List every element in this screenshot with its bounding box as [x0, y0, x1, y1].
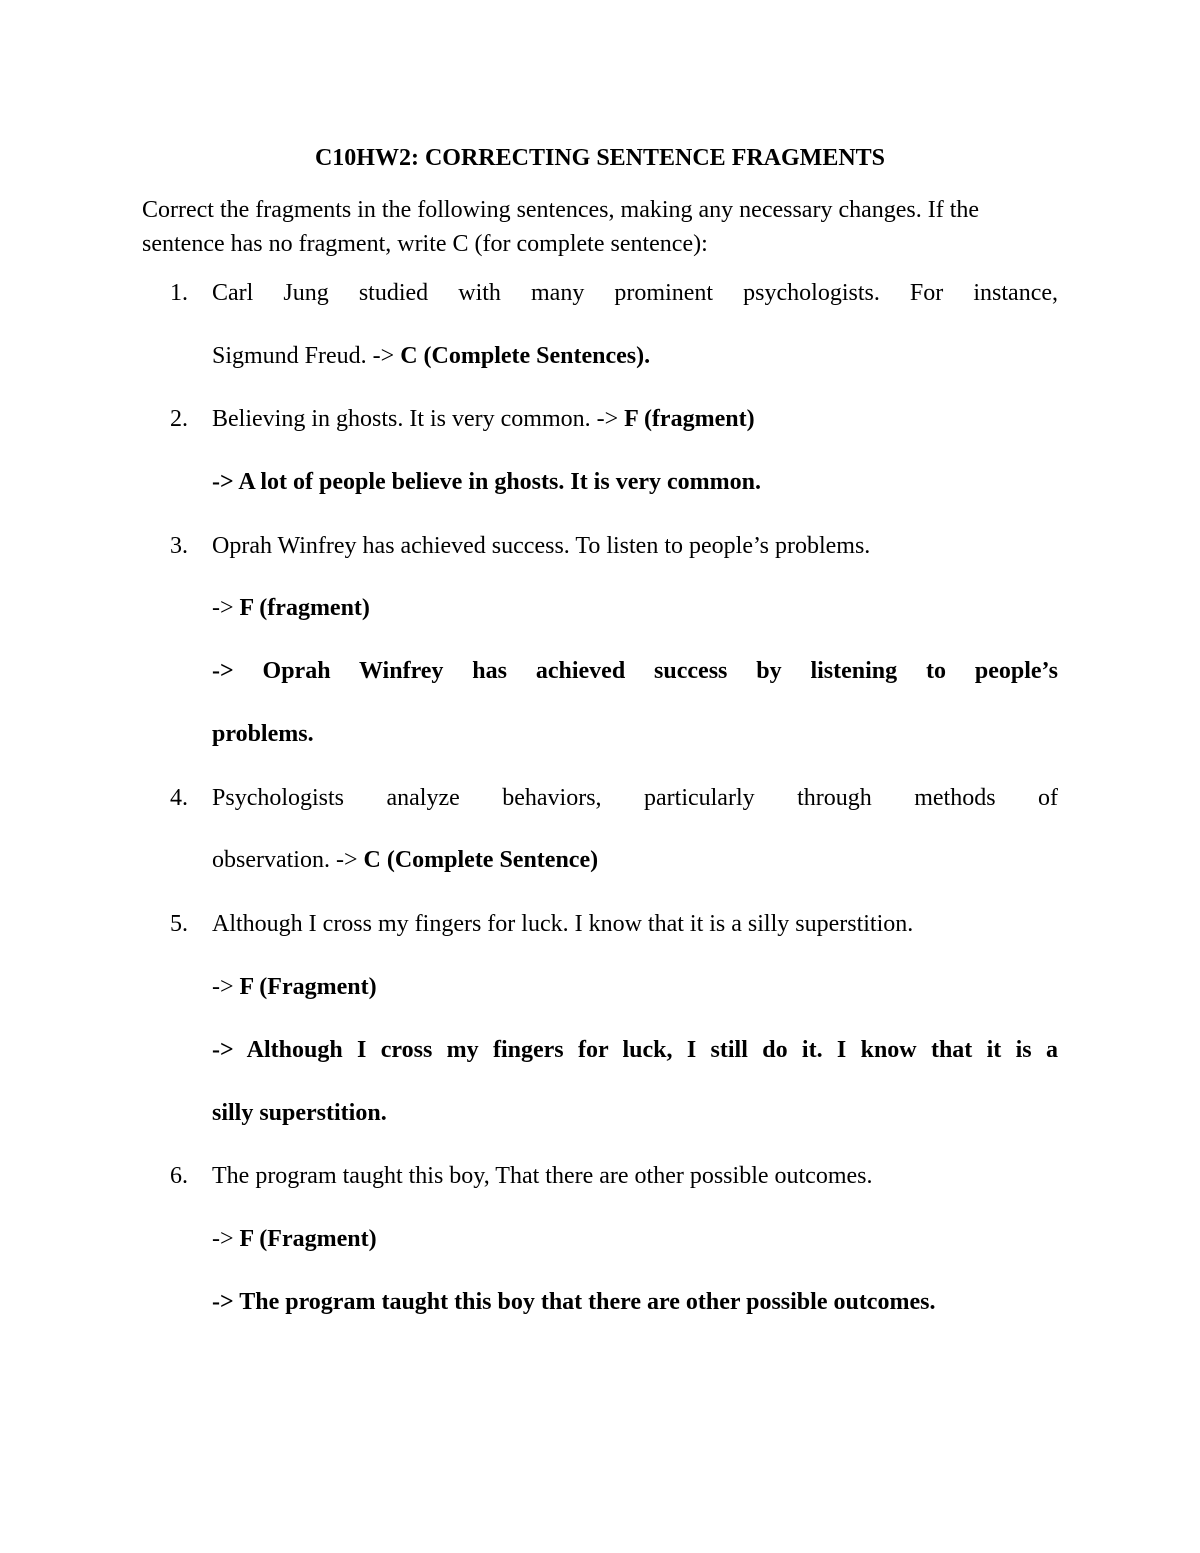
item-1-answer-text: Sigmund Freud. -> — [212, 343, 401, 369]
item-6-verdict — [212, 1224, 1058, 1254]
item-3-correction-line2: problems. — [212, 721, 314, 747]
item-2-sentence — [212, 404, 1058, 434]
item-3-correction-line1: -> Oprah Winfrey has achieved success by listening to people’s — [212, 658, 1058, 684]
item-2-correction-text: -> A lot of people believe in ghosts. It is very common. — [212, 469, 761, 495]
item-3-verdict — [212, 593, 1058, 623]
item-4-answer — [212, 845, 1058, 875]
page-title: C10HW2: CORRECTING SENTENCE FRAGMENTS — [314, 145, 886, 171]
item-5-verdict — [212, 972, 1058, 1002]
list-number: 6. — [170, 1163, 188, 1189]
item-1-answer-bold: C (Complete Sentences). — [400, 343, 651, 369]
list-number: 4. — [170, 785, 188, 811]
list-number: 2. — [170, 406, 188, 432]
item-4-answer-bold: C (Complete Sentence) — [363, 847, 599, 873]
list-number: 1. — [170, 280, 188, 306]
item-3-verdict-arrow: -> — [212, 595, 240, 621]
item-2-verdict: F (fragment) — [624, 406, 755, 432]
item-6-verdict-arrow: -> — [212, 1226, 240, 1252]
item-6-correction: -> The program taught this boy that there are other possible outcomes. — [212, 1289, 936, 1315]
item-2-sentence-text: Believing in ghosts. It is very common. -> — [212, 406, 625, 432]
item-5-correction-line1: -> Although I cross my fingers for luck, I still do it. I know that it is a — [212, 1037, 1058, 1063]
item-3-sentence: Oprah Winfrey has achieved success. To listen to people’s problems. — [212, 533, 871, 559]
item-6-sentence: The program taught this boy, That there are other possible outcomes. — [212, 1163, 873, 1189]
item-5-correction-line2: silly superstition. — [212, 1100, 387, 1126]
list-number: 5. — [170, 911, 188, 937]
item-2-correction — [212, 467, 1058, 497]
item-5-verdict-bold: F (Fragment) — [239, 974, 377, 1000]
item-5-verdict-arrow: -> — [212, 974, 240, 1000]
instructions-paragraph: Correct the fragments in the following sentences, making any necessary changes. If the sentence has no fragment, write C (for complete sentence): — [142, 197, 980, 257]
item-3-verdict-bold: F (fragment) — [239, 595, 370, 621]
item-1-sentence: Carl Jung studied with many prominent psychologists. For instance, — [212, 280, 1058, 306]
item-4-answer-text: observation. -> — [212, 847, 364, 873]
item-5-sentence: Although I cross my fingers for luck. I know that it is a silly superstition. — [212, 911, 914, 937]
item-4-sentence: Psychologists analyze behaviors, particularly through methods of — [212, 785, 1058, 811]
item-6-verdict-bold: F (Fragment) — [239, 1226, 377, 1252]
list-number: 3. — [170, 533, 188, 559]
item-1-answer — [212, 341, 1058, 371]
